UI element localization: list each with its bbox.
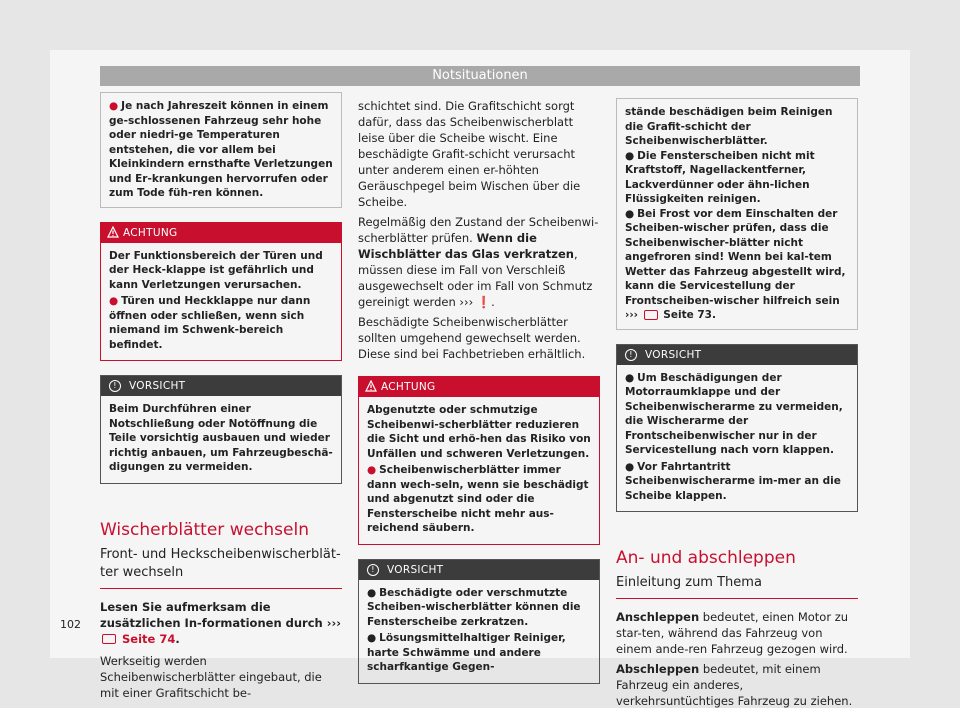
section-subheading: Front- und Heckscheibenwischerblät-ter wechseln <box>100 546 342 589</box>
page-reference-link[interactable]: Seite 73 <box>663 309 712 321</box>
warning-box <box>358 376 600 545</box>
page-header: Notsituationen <box>100 66 860 86</box>
warning-header <box>359 377 599 397</box>
warning-triangle-icon <box>365 380 377 392</box>
page-number: 102 <box>60 618 81 631</box>
intro-text: Lesen Sie aufmerksam die zusätzlichen In-formationen durch ››› <box>100 599 341 630</box>
warning-label: ACHTUNG <box>123 226 178 239</box>
bullet-icon: ● <box>367 632 377 644</box>
page-reference-link[interactable]: Seite 74 <box>122 631 176 646</box>
warning-box <box>100 222 342 362</box>
body-paragraph: schichtet sind. Die Grafitschicht sorgt dafür, dass das Scheibenwischerblatt leise über die Scheibe wischt. Eine beschädigte Grafit-schicht verursacht unter anderem einen er-höhten Geräuschpegel beim Wischen über die Scheibe. <box>358 99 581 209</box>
info-box <box>100 92 342 208</box>
body-paragraph: Beschädigte Scheibenwischerblätter sollten umgehend gewechselt werden. Diese sind bei Fachbetrieben erhältlich. <box>358 315 586 361</box>
notice-label: VORSICHT <box>645 348 702 361</box>
section-subheading: Einleitung zum Thema <box>616 574 858 599</box>
warning-header <box>101 223 341 243</box>
notice-label: VORSICHT <box>387 563 444 576</box>
notice-header <box>359 560 599 580</box>
notice-text: Beim Durchführen einer Notschließung oder Notöffnung die Teile vorsichtig ausbauen und wieder richtig anbauen, um Fahrzeugbeschä-digungen zu vermeiden. <box>109 403 333 473</box>
body-paragraph: Werkseitig werden Scheibenwischerblätter eingebaut, die mit einer Grafitschicht be- <box>100 653 322 700</box>
bullet-icon: ● <box>625 460 635 473</box>
bullet-icon: ● <box>625 207 635 220</box>
book-icon <box>102 634 116 644</box>
section-heading: An- und abschleppen <box>616 548 796 568</box>
bullet-icon: ● <box>367 586 377 599</box>
notice-box: ! VORSICHT ● Um Beschädigungen der Motorraumklappe und der Scheibenwischerarme zu vermeiden, die Wischerarme der Frontscheibenwischer nur in der Servicestellung nach vorn klappen. ● Vor Fahrtantritt Scheibenwischerarme im-mer an die Scheibe klappen. <box>616 344 858 513</box>
notice-continuation-box: stände beschädigen beim Reinigen die Grafit-schicht der Scheibenwischerblätter. ● Die Fensterscheiben nicht mit Kraftstoff, Nagellackentferner, Lackverdünner oder ähn-lichen Flüssigkeiten reinigen. ● Bei Frost vor dem Einschalten der Scheiben-wischer prüfen, dass die Scheibenwischer-blätter nicht angefroren sind! Wenn bei kal-tem Wetter das Fahrzeug abgestellt wird, kann die Servicestellung der Frontscheiben-wischer hilfreich sein ››› Seite 73. <box>616 98 858 330</box>
warning-text: Abgenutzte oder schmutzige Scheibenwi-scherblätter reduzieren die Sicht und erhö-hen das Risiko von Unfällen und schweren Verletzungen. <box>367 404 591 460</box>
warning-text: Der Funktionsbereich der Türen und der Heck-klappe ist gefährlich und kann Verletzungen verursachen. <box>109 249 323 291</box>
notice-header <box>101 376 341 396</box>
warning-bullet: Türen und Heckklappe nur dann öffnen oder schließen, wenn sich niemand im Schwenk-bereich befindet. <box>109 295 311 351</box>
bullet-icon: ● <box>625 149 635 162</box>
column-1: ● Je nach Jahreszeit können in einem ge-schlossenen Fahrzeug sehr hohe oder niedri-ge Temperaturen entstehen, die vor allem bei Kleinkindern ernsthafte Verletzungen und Er-krankungen hervorrufen oder zum Tode füh-ren können. ACHTUNG Der Funktionsbereich der Türen und der Heck-klappe ist gefährlich und kann Verletzungen verursachen. ● Türen und Heckklappe nur dann öffnen oder schließen, wenn sich niemand im Schwenk-bereich befindet. ! VORSICHT Beim Durchführen einer Notschließung oder Notöffnung die Teile vorsichtig ausbauen und wieder richtig anbauen, um Fahrzeugbeschä-digungen zu vermeiden. Wischerblätter wechseln Front- und Heckscheibenwischerblät-ter wechseln Lesen Sie aufmerksam die zusätzlichen In-formationen durch ››› Seite 74. Werkseitig werden Scheibenwischerblätter eingebaut, die mit einer Grafitschicht be- <box>100 92 342 705</box>
book-icon <box>644 310 658 320</box>
info-circle-icon: ! <box>625 349 637 361</box>
info-circle-icon: ! <box>367 564 379 576</box>
info-box-text: Je nach Jahreszeit können in einem ge-schlossenen Fahrzeug sehr hohe oder niedri-ge Temperaturen entstehen, die vor allem bei Kleinkindern ernsthafte Verletzungen und Er-krankungen hervorrufen oder zum Tode füh-ren können. <box>109 100 333 199</box>
notice-label: VORSICHT <box>129 380 186 392</box>
notice-header <box>617 345 857 365</box>
bullet-icon: ● <box>109 295 119 307</box>
notice-box: ! VORSICHT ● Beschädigte oder verschmutzte Scheiben-wischerblätter können die Fensterscheibe zerkratzen. ● Lösungsmittelhaltiger Reiniger, harte Schwämme und andere scharfkantige Gegen- <box>358 559 600 684</box>
section-heading: Wischerblätter wechseln <box>100 519 309 540</box>
warning-label: ACHTUNG <box>381 381 436 393</box>
notice-box <box>100 375 342 484</box>
column-3: stände beschädigen beim Reinigen die Grafit-schicht der Scheibenwischerblätter. ● Die Fensterscheiben nicht mit Kraftstoff, Nagellackentferner, Lackverdünner oder ähn-lichen Flüssigkeiten reinigen. ● Bei Frost vor dem Einschalten der Scheiben-wischer prüfen, dass die Scheibenwischer-blätter nicht angefroren sind! Wenn bei kal-tem Wetter das Fahrzeug abgestellt wird, kann die Servicestellung der Frontscheiben-wischer hilfreich sein ››› Seite 73. ! VORSICHT ● Um Beschädigungen der Motorraumklappe und der Scheibenwischerarme zu vermeiden, die Wischerarme der Frontscheibenwischer nur in der Servicestellung nach vorn klappen. ● Vor Fahrtantritt Scheibenwischerarme im-mer an die Scheibe klappen. An- und abschleppen Einleitung zum Thema Anschleppen bedeutet, einen Motor zu star-ten, während das Fahrzeug von einem ande-ren Fahrzeug gezogen wird. Abschleppen bedeutet, mit einem Fahrzeug ein anderes, verkehrsuntüchtiges Fahrzeug zu ziehen. <box>616 98 858 708</box>
warning-bullet: Scheibenwischerblätter immer dann wech-seln, wenn sie beschädigt und abgenutzt sind oder die Fensterscheibe nicht mehr aus-reichend säubern. <box>367 464 589 534</box>
warning-triangle-icon <box>107 226 119 238</box>
bullet-icon: ● <box>109 100 119 112</box>
bullet-icon: ● <box>625 371 635 384</box>
info-circle-icon: ! <box>109 380 121 392</box>
bullet-icon: ● <box>367 464 377 476</box>
column-2: schichtet sind. Die Grafitschicht sorgt dafür, dass das Scheibenwischerblatt leise über die Scheibe wischt. Eine beschädigte Grafit-schicht verursacht unter anderem einen er-höhten Geräuschpegel beim Wischen über die Scheibe. Regelmäßig den Zustand der Scheibenwi-scherblätter prüfen. Wenn die Wischblätter das Glas verkratzen, müssen diese im Fall von Verschleiß ausgewechselt oder im Fall von Schmutz gereinigt werden ››› ❗. Beschädigte Scheibenwischerblätter sollten umgehend gewechselt werden. Diese sind bei Fachbetrieben erhältlich. ACHTUNG Abgenutzte oder schmutzige Scheibenwi-scherblätter reduzieren die Sicht und erhö-hen das Risiko von Unfällen und schweren Verletzungen. ● Scheibenwischerblätter immer dann wech-seln, wenn sie beschädigt und abgenutzt sind oder die Fensterscheibe nicht mehr aus-reichend säubern. ! VORSICHT ● Beschädigte oder verschmutzte Scheiben-wischerblätter können die Fensterscheibe zerkratzen. ● Lösungsmittelhaltiger Reiniger, harte Schwämme und andere scharfkantige Gegen- <box>358 98 600 684</box>
